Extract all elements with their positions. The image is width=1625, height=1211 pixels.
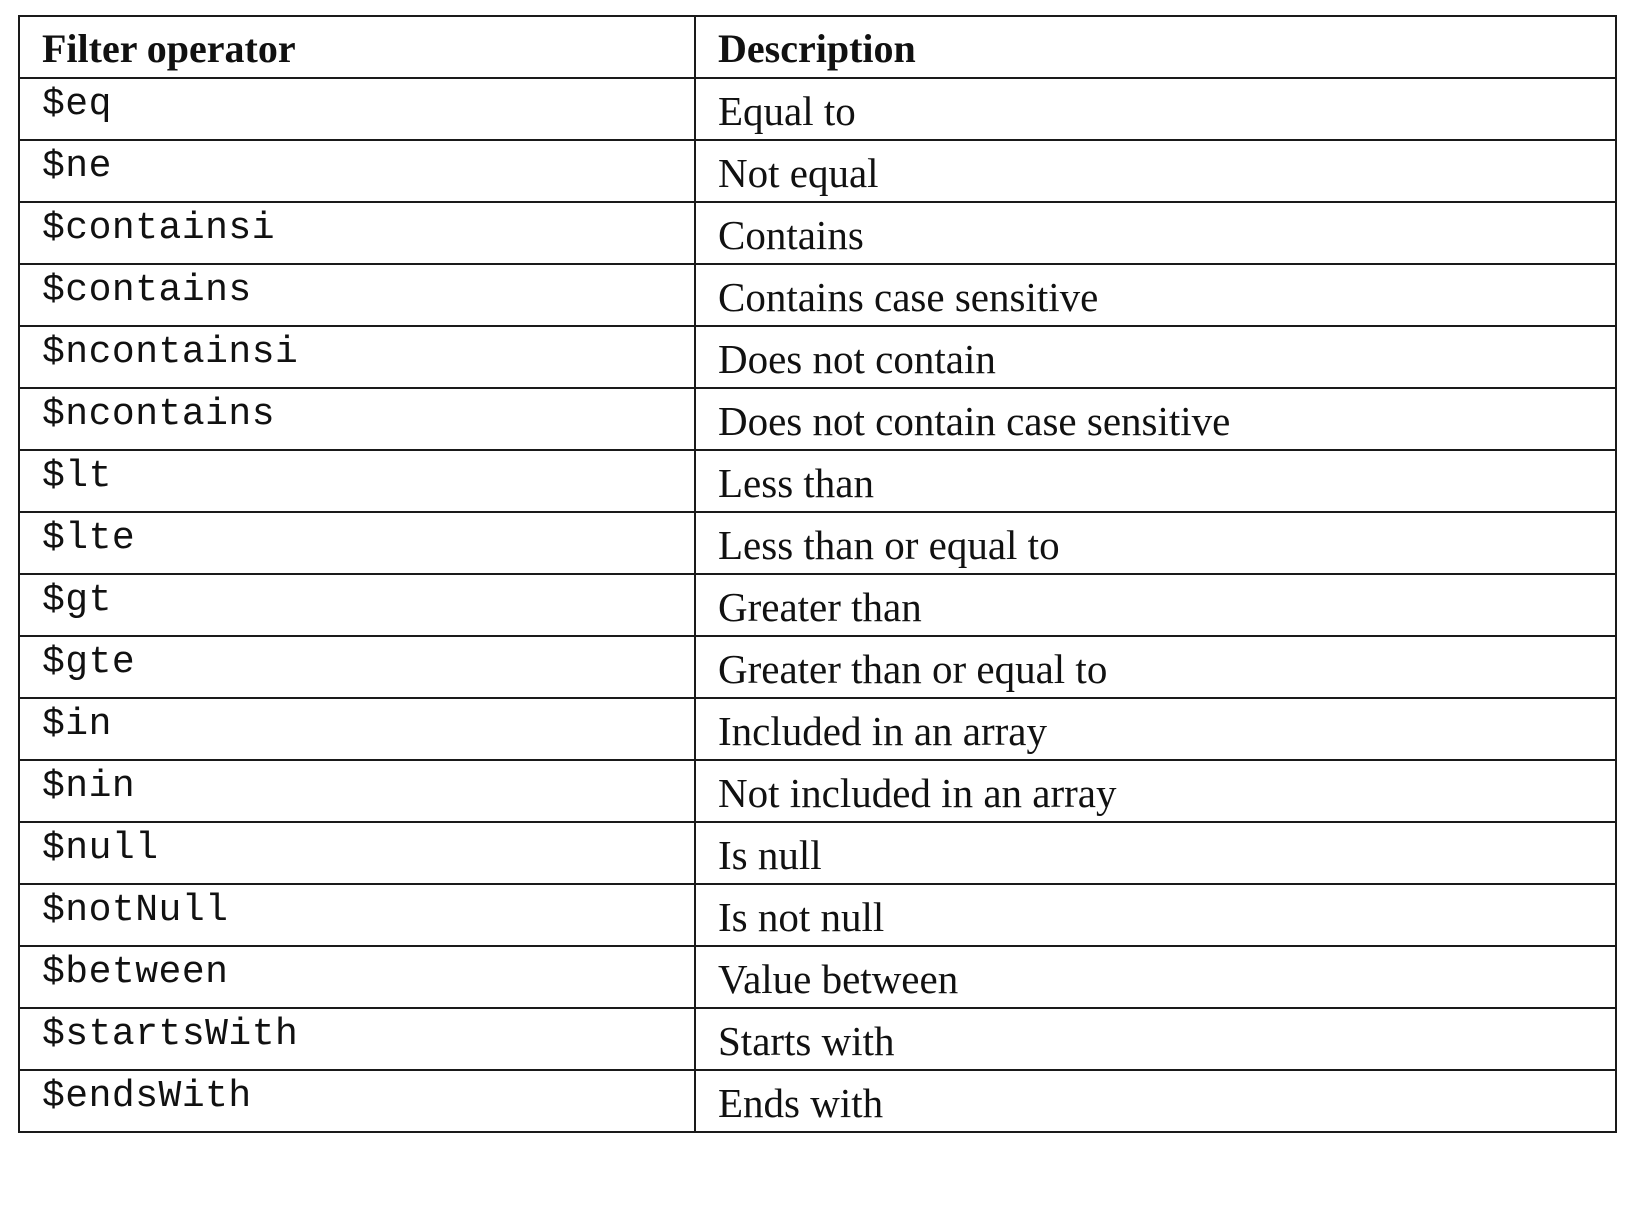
operator-cell: $in [19,698,695,760]
description-cell: Greater than or equal to [695,636,1616,698]
table-row [19,1070,1616,1132]
table-row [19,760,1616,822]
operator-cell: $ncontains [19,388,695,450]
table-row [19,140,1616,202]
description-cell: Starts with [695,1008,1616,1070]
table-row [19,202,1616,264]
description-cell: Is null [695,822,1616,884]
description-cell: Contains [695,202,1616,264]
table-row [19,884,1616,946]
table-row [19,698,1616,760]
operator-cell: $lt [19,450,695,512]
table-row [19,1008,1616,1070]
description-cell: Does not contain case sensitive [695,388,1616,450]
description-cell: Not equal [695,140,1616,202]
filter-operator-table [18,15,1617,1133]
table-row [19,450,1616,512]
table-row [19,574,1616,636]
operator-cell: $between [19,946,695,1008]
description-cell: Value between [695,946,1616,1008]
table-row [19,946,1616,1008]
description-cell: Not included in an array [695,760,1616,822]
operator-cell: $eq [19,78,695,140]
operator-cell: $ne [19,140,695,202]
description-cell: Ends with [695,1070,1616,1132]
description-cell: Less than [695,450,1616,512]
table-row [19,388,1616,450]
operator-cell: $containsi [19,202,695,264]
operator-cell: $nin [19,760,695,822]
operator-cell: $startsWith [19,1008,695,1070]
table-row [19,822,1616,884]
column-header-filter-operator: Filter operator [19,16,695,78]
operator-cell: $lte [19,512,695,574]
table-row [19,512,1616,574]
operator-cell: $gt [19,574,695,636]
column-header-description: Description [695,16,1616,78]
operator-cell: $gte [19,636,695,698]
table-row [19,78,1616,140]
description-cell: Included in an array [695,698,1616,760]
operator-cell: $endsWith [19,1070,695,1132]
description-cell: Does not contain [695,326,1616,388]
description-cell: Is not null [695,884,1616,946]
operator-cell: $null [19,822,695,884]
table-row [19,636,1616,698]
table-row [19,326,1616,388]
operator-cell: $contains [19,264,695,326]
description-cell: Greater than [695,574,1616,636]
description-cell: Equal to [695,78,1616,140]
description-cell: Contains case sensitive [695,264,1616,326]
operator-cell: $ncontainsi [19,326,695,388]
table-header-row [19,16,1616,78]
operator-cell: $notNull [19,884,695,946]
table-row [19,264,1616,326]
description-cell: Less than or equal to [695,512,1616,574]
